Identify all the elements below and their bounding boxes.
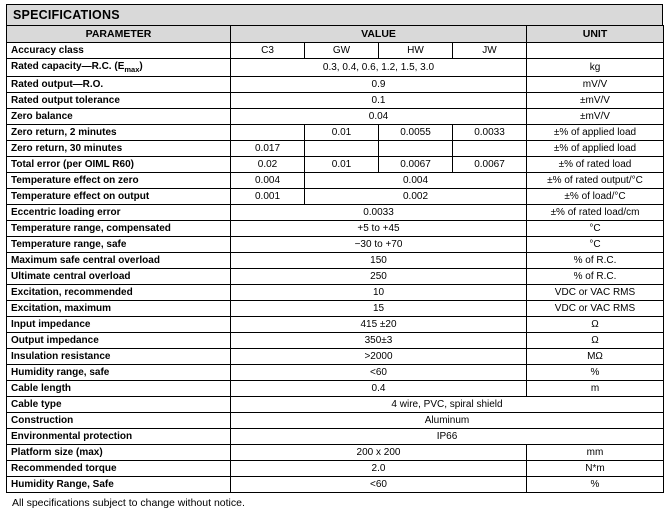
- table-row: [7, 173, 664, 189]
- row-unit: MΩ: [527, 349, 664, 365]
- row-unit: % of R.C.: [527, 269, 664, 285]
- row-value: <60: [231, 365, 527, 381]
- row-value: 415 ±20: [231, 317, 527, 333]
- row-value: 150: [231, 253, 527, 269]
- row-parameter: Cable type: [7, 397, 231, 413]
- row-unit: mV/V: [527, 77, 664, 93]
- row-parameter: Temperature effect on output: [7, 189, 231, 205]
- row-value: 10: [231, 285, 527, 301]
- row-parameter: Humidity Range, Safe: [7, 477, 231, 493]
- column-header-unit: UNIT: [527, 26, 664, 43]
- row-parameter: Environmental protection: [7, 429, 231, 445]
- row-value: 0.01: [305, 125, 379, 141]
- row-value: 0.0067: [453, 157, 527, 173]
- row-value: JW: [453, 43, 527, 59]
- row-unit: % of R.C.: [527, 253, 664, 269]
- row-value: HW: [379, 43, 453, 59]
- row-value: <60: [231, 477, 527, 493]
- page-title: SPECIFICATIONS: [6, 4, 663, 26]
- row-parameter: Excitation, recommended: [7, 285, 231, 301]
- row-parameter: Excitation, maximum: [7, 301, 231, 317]
- table-row: [7, 333, 664, 349]
- row-parameter: Rated capacity—R.C. $(E_{max})$: [7, 59, 231, 77]
- row-value: 0.1: [231, 93, 527, 109]
- row-parameter: Accuracy class: [7, 43, 231, 59]
- row-value: 200 x 200: [231, 445, 527, 461]
- row-value: 350±3: [231, 333, 527, 349]
- table-row: [7, 301, 664, 317]
- row-value: IP66: [231, 429, 664, 445]
- table-row: [7, 365, 664, 381]
- row-parameter: Input impedance: [7, 317, 231, 333]
- row-parameter: Temperature effect on zero: [7, 173, 231, 189]
- table-row: [7, 221, 664, 237]
- row-value: 0.3, 0.4, 0.6, 1.2, 1.5, 3.0: [231, 59, 527, 77]
- row-value: 0.017: [231, 141, 305, 157]
- row-parameter: Zero balance: [7, 109, 231, 125]
- row-parameter: Temperature range, safe: [7, 237, 231, 253]
- row-value: 0.0055: [379, 125, 453, 141]
- table-row: [7, 253, 664, 269]
- row-parameter: Eccentric loading error: [7, 205, 231, 221]
- row-value: 0.001: [231, 189, 305, 205]
- table-row: [7, 461, 664, 477]
- row-value: >2000: [231, 349, 527, 365]
- row-unit: ±% of rated load/cm: [527, 205, 664, 221]
- table-row: [7, 413, 664, 429]
- row-unit: %: [527, 365, 664, 381]
- row-unit: ±% of rated load: [527, 157, 664, 173]
- row-parameter: Ultimate central overload: [7, 269, 231, 285]
- row-parameter: Cable length: [7, 381, 231, 397]
- row-value: C3: [231, 43, 305, 59]
- row-unit: ±% of applied load: [527, 125, 664, 141]
- row-value: −30 to +70: [231, 237, 527, 253]
- table-row: [7, 93, 664, 109]
- row-parameter: Insulation resistance: [7, 349, 231, 365]
- row-parameter: Rated output tolerance: [7, 93, 231, 109]
- row-value: [379, 141, 453, 157]
- row-value: [231, 125, 305, 141]
- row-value: 0.004: [305, 173, 527, 189]
- specifications-table: [6, 25, 664, 493]
- row-value: 2.0: [231, 461, 527, 477]
- column-header-parameter: PARAMETER: [7, 26, 231, 43]
- row-parameter: Temperature range, compensated: [7, 221, 231, 237]
- table-body: [7, 43, 664, 493]
- row-unit: mm: [527, 445, 664, 461]
- footnote: All specifications subject to change without notice.: [12, 497, 245, 509]
- row-parameter: Platform size (max): [7, 445, 231, 461]
- row-value: 0.02: [231, 157, 305, 173]
- row-unit: °C: [527, 237, 664, 253]
- table-row: [7, 109, 664, 125]
- table-row: [7, 285, 664, 301]
- row-unit: Ω: [527, 317, 664, 333]
- row-unit: [527, 43, 664, 59]
- row-unit: ±% of rated output/°C: [527, 173, 664, 189]
- row-parameter: Maximum safe central overload: [7, 253, 231, 269]
- row-parameter: Construction: [7, 413, 231, 429]
- row-value: 0.4: [231, 381, 527, 397]
- table-row: [7, 237, 664, 253]
- row-parameter: Output impedance: [7, 333, 231, 349]
- row-unit: ±mV/V: [527, 109, 664, 125]
- row-unit: Ω: [527, 333, 664, 349]
- row-unit: %: [527, 477, 664, 493]
- table-row: [7, 43, 664, 59]
- table-row: [7, 205, 664, 221]
- row-value: 0.0033: [231, 205, 527, 221]
- row-value: [453, 141, 527, 157]
- row-value: 0.0067: [379, 157, 453, 173]
- row-unit: ±mV/V: [527, 93, 664, 109]
- row-value: 0.9: [231, 77, 527, 93]
- row-unit: ±% of applied load: [527, 141, 664, 157]
- row-unit: ±% of load/°C: [527, 189, 664, 205]
- row-value: 0.01: [305, 157, 379, 173]
- table-row: [7, 141, 664, 157]
- row-unit: VDC or VAC RMS: [527, 285, 664, 301]
- row-value: 250: [231, 269, 527, 285]
- table-row: [7, 429, 664, 445]
- row-unit: VDC or VAC RMS: [527, 301, 664, 317]
- table-row: [7, 125, 664, 141]
- table-row: [7, 157, 664, 173]
- row-parameter: Rated output—R.O.: [7, 77, 231, 93]
- row-value: +5 to +45: [231, 221, 527, 237]
- table-row: [7, 269, 664, 285]
- row-value: 0.002: [305, 189, 527, 205]
- row-parameter: Total error (per OIML R60): [7, 157, 231, 173]
- row-value: 4 wire, PVC, spiral shield: [231, 397, 664, 413]
- row-value: Aluminum: [231, 413, 664, 429]
- row-unit: m: [527, 381, 664, 397]
- row-parameter: Zero return, 30 minutes: [7, 141, 231, 157]
- row-value: 0.0033: [453, 125, 527, 141]
- table-row: [7, 77, 664, 93]
- row-parameter: Recommended torque: [7, 461, 231, 477]
- table-row: [7, 189, 664, 205]
- row-unit: N*m: [527, 461, 664, 477]
- row-unit: °C: [527, 221, 664, 237]
- table-row: [7, 349, 664, 365]
- row-value: GW: [305, 43, 379, 59]
- row-value: [305, 141, 379, 157]
- table-row: [7, 59, 664, 77]
- table-row: [7, 477, 664, 493]
- column-header-value: VALUE: [231, 26, 527, 43]
- table-row: [7, 397, 664, 413]
- row-value: 0.004: [231, 173, 305, 189]
- table-row: [7, 317, 664, 333]
- row-parameter: Humidity range, safe: [7, 365, 231, 381]
- row-unit: kg: [527, 59, 664, 77]
- table-row: [7, 381, 664, 397]
- table-header-row: [7, 26, 664, 43]
- row-value: 15: [231, 301, 527, 317]
- row-value: 0.04: [231, 109, 527, 125]
- table-row: [7, 445, 664, 461]
- row-parameter: Zero return, 2 minutes: [7, 125, 231, 141]
